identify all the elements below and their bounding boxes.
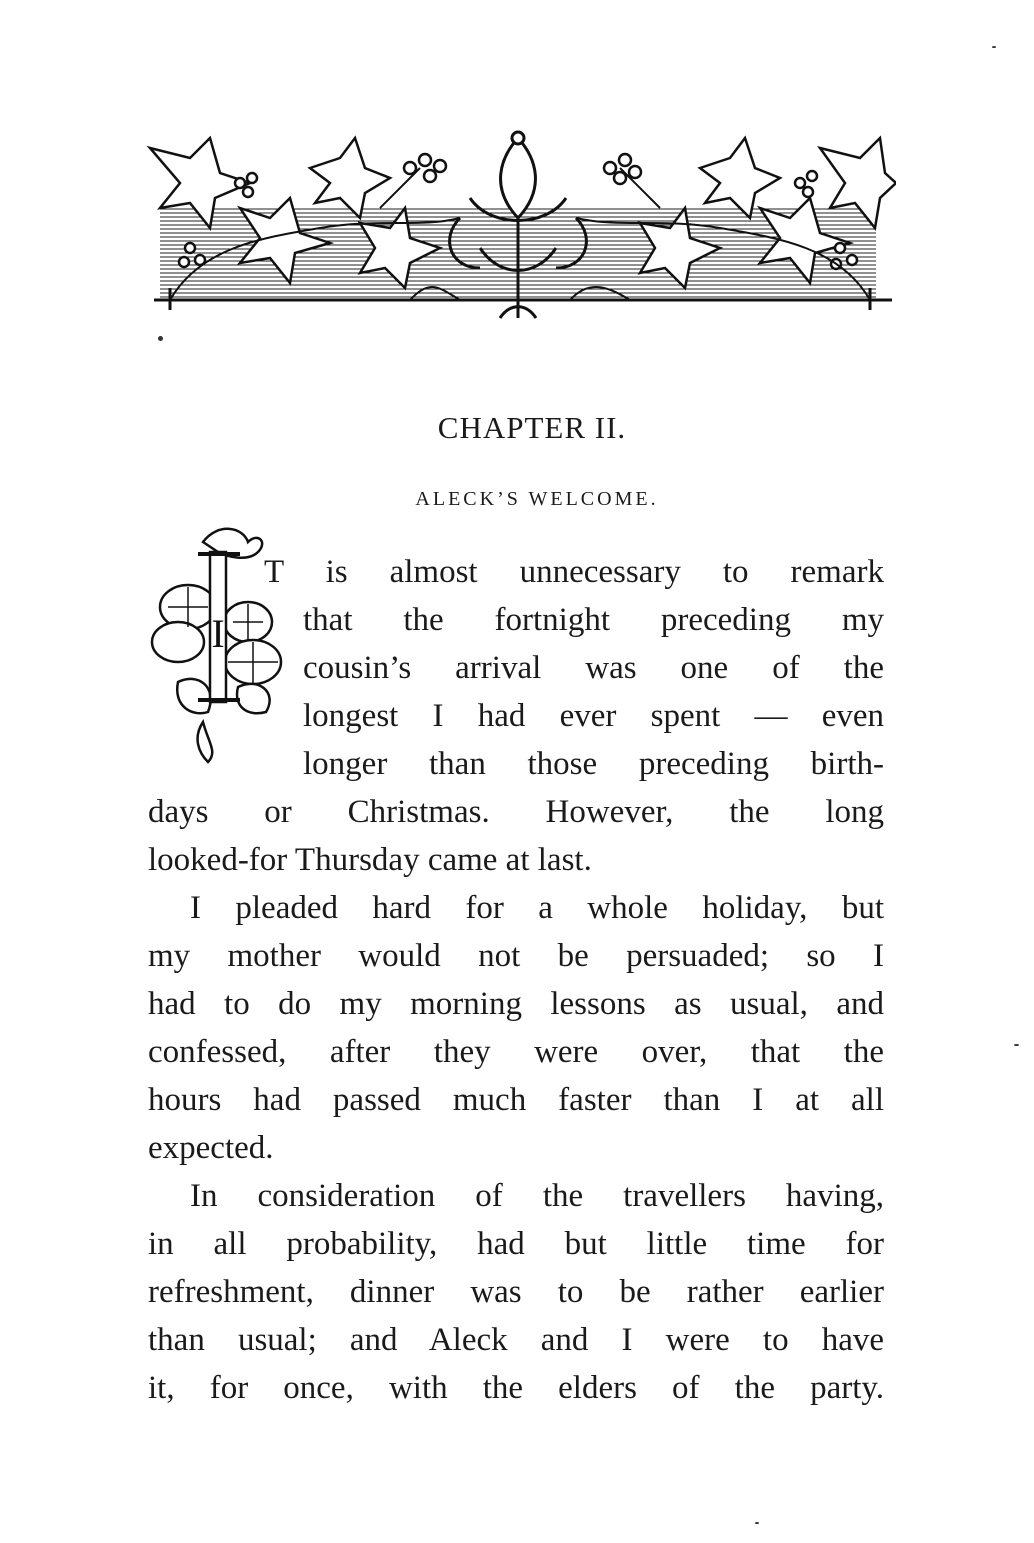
scan-speck [992,46,996,48]
text-line [148,1076,884,1124]
paragraph-1-line-6: days or Christmas. However, the long [148,794,884,830]
paragraph-3-line-3: refreshment, dinner was to be rather earlier [148,1274,884,1310]
drop-cap-letter: I [211,611,225,656]
text-line [148,980,884,1028]
paragraph-1-line-4: longest I had ever spent — even [303,698,884,734]
paragraph-2-line-4: confessed, after they were over, that the [148,1034,884,1070]
text-line [303,692,884,740]
chapter-title: CHAPTER II. [437,410,627,445]
paragraph-2-line-5: hours had passed much faster than I at all [148,1082,884,1118]
paragraph-2-line-3: had to do my morning lessons as usual, and [148,986,884,1022]
scan-speck [755,1522,759,1524]
text-line [264,548,884,596]
ivy-headpiece-ornament [140,128,896,328]
paragraph-1-line-2: that the fortnight preceding my [303,602,884,638]
text-line [148,1268,884,1316]
text-line [148,932,884,980]
text-line [190,1172,884,1220]
paragraph-1-line-5: longer than those preceding birth- [303,746,884,782]
paragraph-1-line-1: T is almost unnecessary to remark [264,554,884,590]
paragraph-3-line-5: it, for once, with the elders of the party. [148,1370,884,1406]
text-line [148,1124,884,1172]
scan-speck [1014,1044,1019,1046]
text-line [148,788,884,836]
paragraph-3-line-1: In consideration of the travellers having, [190,1178,884,1214]
chapter-subtitle: ALECK’S WELCOME. [415,488,659,510]
paragraph-3-line-2: in all probability, had but little time for [148,1226,884,1262]
paragraph-2-line-1: I pleaded hard for a whole holiday, but [190,890,884,926]
scan-speck [158,336,163,341]
text-line [303,644,884,692]
text-line [303,596,884,644]
text-line [148,1028,884,1076]
text-line [148,1220,884,1268]
text-line [303,740,884,788]
paragraph-2-line-6: expected. [148,1130,274,1166]
text-line [148,1316,884,1364]
text-line [148,1364,884,1412]
paragraph-1-line-7: looked-for Thursday came at last. [148,842,592,878]
text-line [190,884,884,932]
paragraph-1-line-3: cousin’s arrival was one of the [303,650,884,686]
paragraph-2-line-2: my mother would not be persuaded; so I [148,938,884,974]
paragraph-3-line-4: than usual; and Aleck and I were to have [148,1322,884,1358]
text-line [148,836,884,884]
